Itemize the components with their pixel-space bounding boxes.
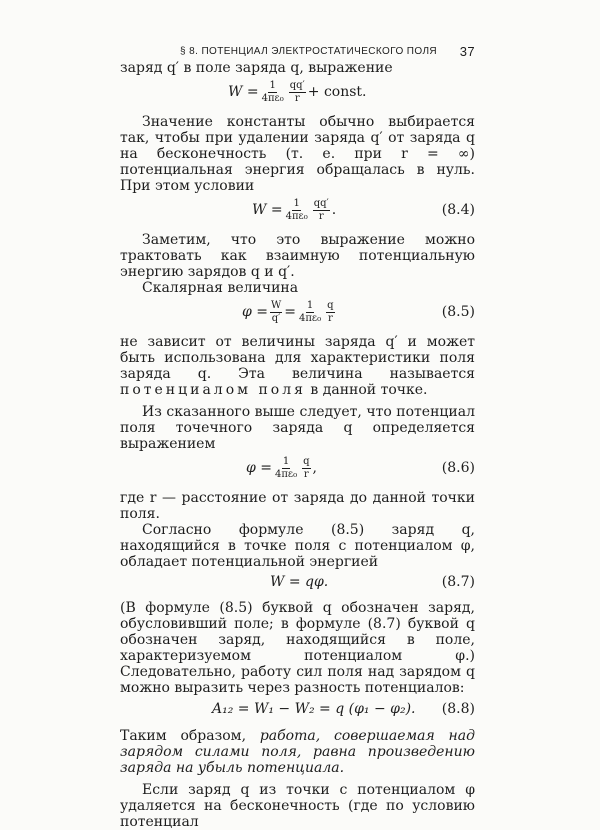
term-potential: потенциалом поля — [120, 382, 306, 398]
fraction: $\frac{qq'}{r}$ — [313, 197, 329, 222]
fraction: $\frac{W}{q'}$ — [270, 299, 282, 324]
equation-number: (8.6) — [441, 460, 475, 476]
formula-8-6: φ = $\frac{1}{\text{4πε₀}}$ $\frac{q}{r}$ , (8.6) — [246, 455, 475, 480]
paragraph-11: Если заряд q из точки с потенциалом φ удаляется на бесконечность (где по условию потенциал — [120, 782, 475, 830]
formula-8-4: W = $\frac{1}{\text{4πε₀}}$ $\frac{qq'}{r}$ . (8.4) — [252, 197, 475, 222]
fraction: $\frac{1}{\text{4πε₀}}$ — [299, 299, 322, 324]
running-title: § 8. ПОТЕНЦИАЛ ЭЛЕКТРОСТАТИЧЕСКОГО ПОЛЯ — [180, 46, 438, 57]
paragraph-1: заряд q′ в поле заряда q, выражение — [120, 60, 393, 76]
formula-energy-const — [120, 76, 475, 108]
paragraph-9: (В формуле (8.5) буквой q обозначен заряд, обусловивший поле; в формуле (8.7) буквой q обозначен заряд, находящийся в поле, характеризуемом потенциалом φ.) Следовательно, работу сил поля над зарядом q можно выразить через разность потенциалов: — [120, 600, 475, 696]
page-number: 37 — [459, 44, 475, 59]
page — [120, 42, 475, 830]
emphasis: работа, совершаемая над зарядом силами поля, равна произведению заряда на убыль потенциала. — [120, 728, 475, 776]
equation-number: (8.5) — [441, 304, 475, 320]
equation-number: (8.4) — [441, 202, 475, 218]
fraction: $\frac{1}{\text{4πε₀}}$ — [261, 79, 284, 104]
formula-lhs: W = — [228, 84, 259, 100]
paragraph-10: Таким образом, работа, совершаемая над зарядом силами поля, равна произведению заряда на убыль потенциала. — [120, 728, 475, 776]
equation-number: (8.7) — [441, 574, 475, 590]
fraction: $\frac{q}{r}$ — [303, 455, 310, 480]
formula-lhs: φ = — [246, 460, 272, 476]
paragraph-6: Из сказанного выше следует, что потенциал поля точечного заряда q определяется выражением — [120, 404, 475, 452]
fraction: $\frac{qq'}{r}$ — [289, 79, 305, 104]
paragraph-5: не зависит от величины заряда q′ и может быть использована для характеристики поля заряда q. Эта величина называется потенциалом поля в данной точке. — [120, 334, 475, 398]
formula-lhs: φ = — [242, 304, 268, 320]
equation-number: (8.8) — [441, 701, 475, 717]
formula-rhs: + const. — [307, 84, 367, 100]
fraction: $\frac{q}{r}$ — [327, 299, 334, 324]
formula-8-7: W = qφ. (8.7) — [270, 574, 475, 590]
formula-8-5: φ = $\frac{W}{q'}$ = $\frac{1}{\text{4πε₀}}$ $\frac{q}{r}$ (8.5) — [242, 299, 475, 324]
paragraph-4: Скалярная величина — [142, 280, 299, 296]
fraction: $\frac{1}{\text{4πε₀}}$ — [285, 197, 308, 222]
paragraph-7: где r — расстояние от заряда до данной точки поля. — [120, 490, 475, 522]
page-header — [120, 42, 475, 60]
formula-lhs: W = — [252, 202, 283, 218]
fraction: $\frac{1}{\text{4πε₀}}$ — [274, 455, 298, 480]
paragraph-2: Значение константы обычно выбирается так, чтобы при удалении заряда q′ от заряда q на бесконечность (т. е. при r = ∞) потенциальная энергия обращалась в нуль. При этом условии — [120, 114, 475, 194]
formula-8-8: A₁₂ = W₁ − W₂ = q (φ₁ − φ₂). (8.8) — [212, 701, 475, 717]
paragraph-3: Заметим, что это выражение можно трактовать как взаимную потенциальную энергию зарядов q и q′. — [120, 232, 475, 280]
paragraph-8: Согласно формуле (8.5) заряд q, находящийся в точке поля с потенциалом φ, обладает потенциальной энергией — [120, 522, 475, 570]
